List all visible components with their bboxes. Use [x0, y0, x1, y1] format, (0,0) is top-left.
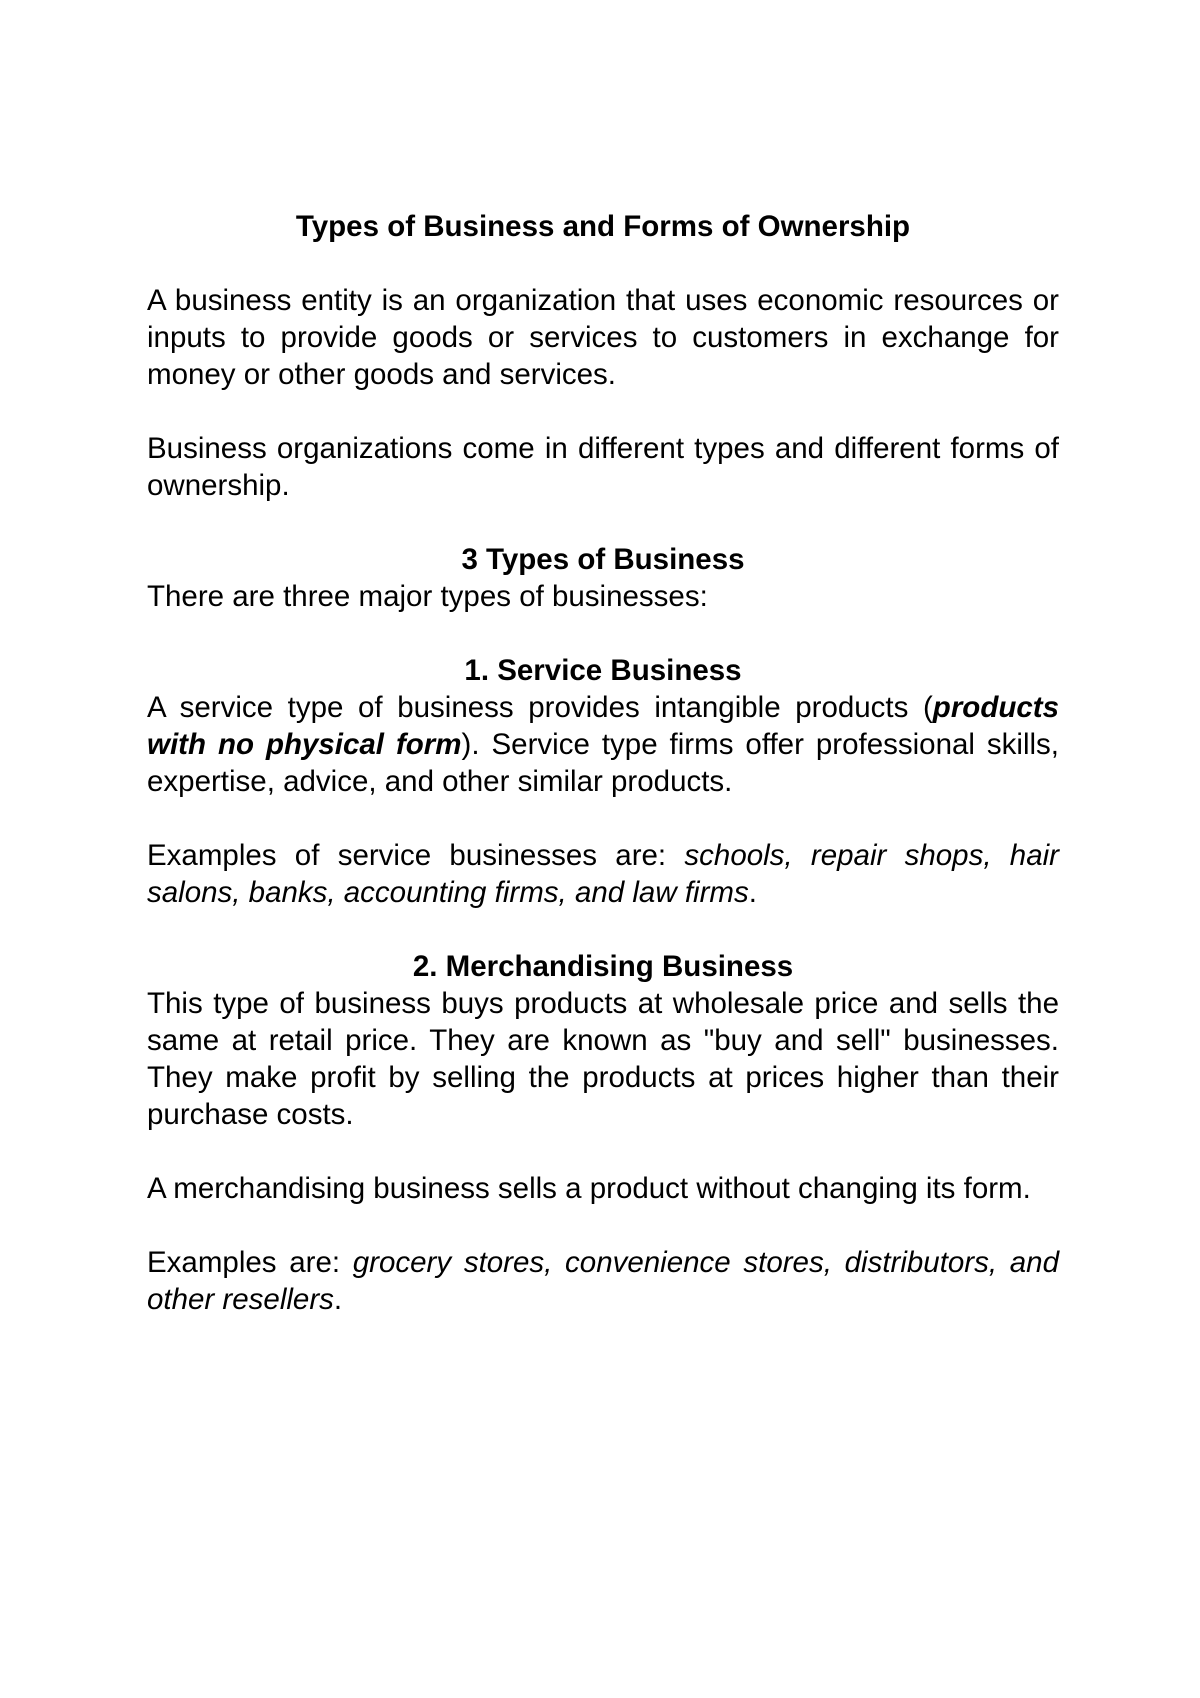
- service-examples-paragraph: [147, 837, 1059, 911]
- merchandising-paragraph-1: This type of business buys products at wholesale price and sells the same at retail price. They are known as "buy and sell" businesses. They make profit by selling the products at prices higher than their purchase costs.: [147, 987, 1059, 1131]
- merchandising-examples-list: grocery stores, convenience stores, distributors, and other resellers: [147, 1246, 1059, 1316]
- types-section-lead: There are three major types of businesses:: [147, 580, 708, 613]
- service-examples-end: .: [748, 876, 757, 909]
- document-title: Types of Business and Forms of Ownership: [295, 210, 911, 243]
- intro-types-paragraph: Business organizations come in different types and different forms of ownership.: [147, 432, 1059, 502]
- merchandising-business-heading: 2. Merchandising Business: [412, 950, 794, 983]
- service-emphasis: products with no physical form: [147, 691, 1059, 761]
- intro-definition-paragraph: A business entity is an organization that uses economic resources or inputs to provide goods or services to customers in exchange for money or other goods and services.: [147, 284, 1059, 391]
- types-section-heading: 3 Types of Business: [461, 543, 745, 576]
- service-examples-list: schools, repair shops, hair salons, banks, accounting firms, and law firms: [147, 839, 1059, 909]
- service-business-heading: 1. Service Business: [464, 654, 742, 687]
- merchandising-paragraph-2: A merchandising business sells a product without changing its form.: [147, 1172, 1031, 1205]
- merchandising-examples-paragraph: [147, 1244, 1059, 1318]
- service-text-end: ). Service type firms offer professional skills, expertise, advice, and other similar products.: [147, 728, 1060, 798]
- service-business-paragraph: [147, 689, 1059, 800]
- merchandising-examples-lead: Examples are:: [147, 1246, 353, 1279]
- service-examples-lead: Examples of service businesses are:: [147, 839, 685, 872]
- document-page: [147, 208, 1059, 1355]
- service-text-start: A service type of business provides intangible products (: [147, 691, 933, 724]
- merchandising-examples-end: .: [333, 1283, 343, 1316]
